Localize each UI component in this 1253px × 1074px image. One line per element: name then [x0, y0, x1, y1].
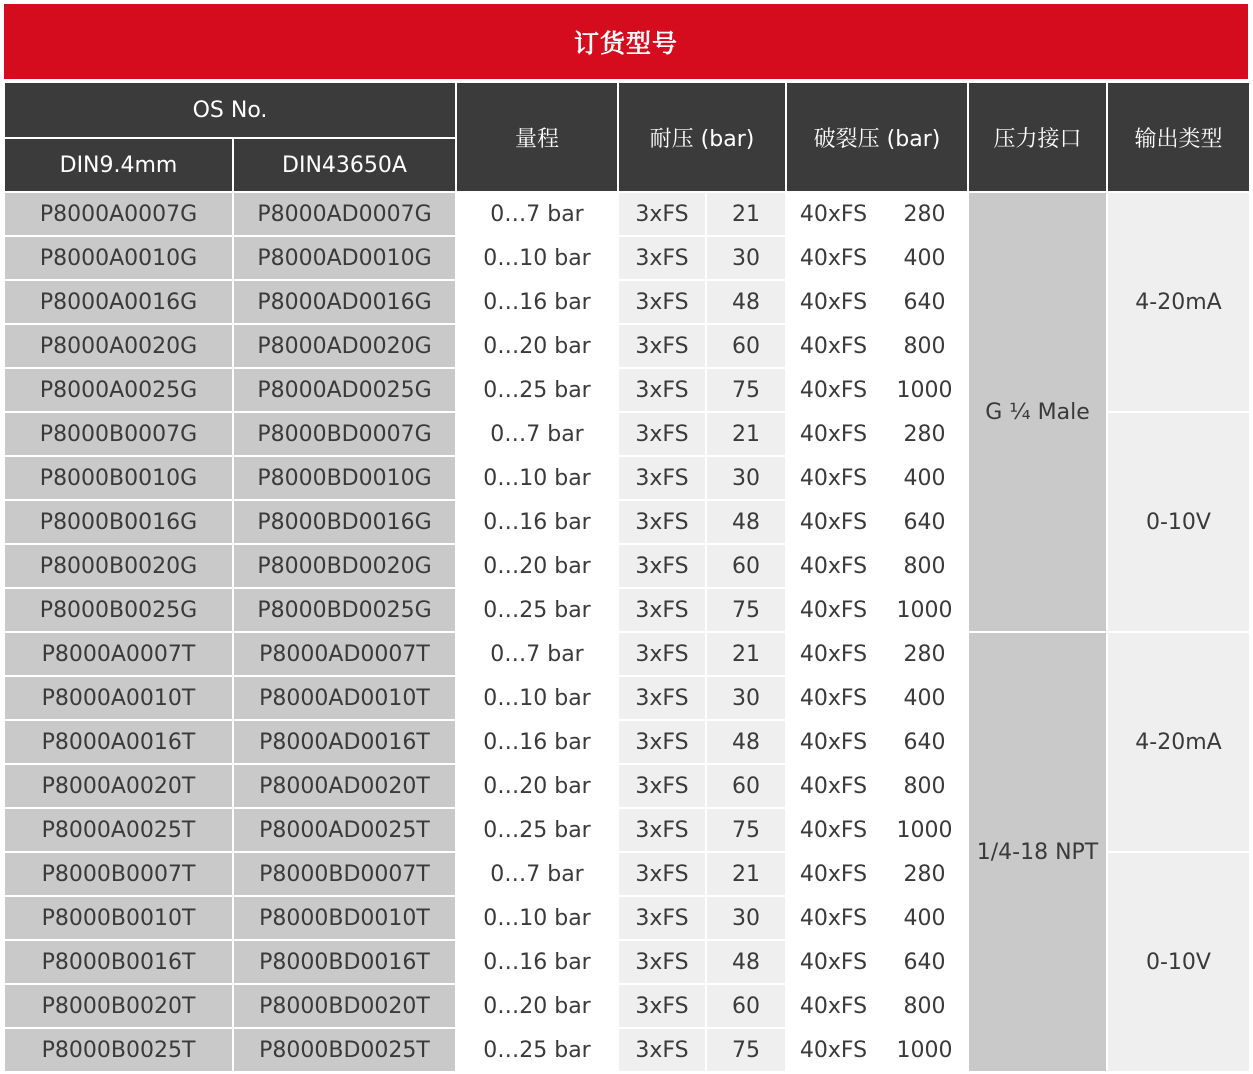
- cell-burst-value: 800: [881, 544, 968, 588]
- cell-output-type: 4-20mA: [1107, 192, 1250, 412]
- cell-range: 0…16 bar: [456, 280, 618, 324]
- cell-din94-model: P8000A0020T: [4, 764, 233, 808]
- cell-din43650a-model: P8000BD0010T: [233, 896, 456, 940]
- cell-din43650a-model: P8000AD0025G: [233, 368, 456, 412]
- cell-proof-multiplier: 3xFS: [618, 984, 706, 1028]
- cell-proof-multiplier: 3xFS: [618, 1028, 706, 1072]
- cell-din43650a-model: P8000BD0007T: [233, 852, 456, 896]
- cell-proof-value: 75: [706, 588, 786, 632]
- header-proof-pressure: 耐压 (bar): [618, 82, 786, 192]
- cell-proof-multiplier: 3xFS: [618, 236, 706, 280]
- cell-din94-model: P8000B0025G: [4, 588, 233, 632]
- cell-range: 0…20 bar: [456, 544, 618, 588]
- cell-proof-value: 60: [706, 324, 786, 368]
- cell-proof-value: 30: [706, 456, 786, 500]
- cell-range: 0…7 bar: [456, 192, 618, 236]
- cell-burst-value: 280: [881, 412, 968, 456]
- cell-burst-value: 640: [881, 720, 968, 764]
- cell-proof-value: 60: [706, 764, 786, 808]
- cell-din94-model: P8000B0007T: [4, 852, 233, 896]
- cell-din94-model: P8000B0020G: [4, 544, 233, 588]
- cell-proof-value: 48: [706, 280, 786, 324]
- cell-burst-value: 800: [881, 984, 968, 1028]
- cell-proof-multiplier: 3xFS: [618, 456, 706, 500]
- cell-range: 0…16 bar: [456, 940, 618, 984]
- cell-range: 0…10 bar: [456, 676, 618, 720]
- cell-burst-value: 400: [881, 236, 968, 280]
- cell-range: 0…7 bar: [456, 632, 618, 676]
- cell-output-type: 0-10V: [1107, 852, 1250, 1072]
- cell-range: 0…7 bar: [456, 412, 618, 456]
- header-din94: DIN9.4mm: [4, 138, 233, 192]
- cell-proof-multiplier: 3xFS: [618, 808, 706, 852]
- cell-range: 0…20 bar: [456, 324, 618, 368]
- cell-pressure-connection: G ¼ Male: [968, 192, 1107, 632]
- cell-din94-model: P8000B0007G: [4, 412, 233, 456]
- cell-din94-model: P8000A0010G: [4, 236, 233, 280]
- cell-proof-multiplier: 3xFS: [618, 324, 706, 368]
- cell-burst-value: 1000: [881, 588, 968, 632]
- cell-range: 0…7 bar: [456, 852, 618, 896]
- table-header: [4, 82, 1250, 192]
- cell-burst-value: 400: [881, 456, 968, 500]
- cell-burst-multiplier: 40xFS: [786, 192, 881, 236]
- cell-din43650a-model: P8000BD0016T: [233, 940, 456, 984]
- cell-proof-value: 21: [706, 192, 786, 236]
- cell-burst-multiplier: 40xFS: [786, 1028, 881, 1072]
- cell-din43650a-model: P8000BD0020T: [233, 984, 456, 1028]
- cell-burst-multiplier: 40xFS: [786, 588, 881, 632]
- cell-proof-value: 30: [706, 676, 786, 720]
- header-range: 量程: [456, 82, 618, 192]
- cell-din94-model: P8000B0020T: [4, 984, 233, 1028]
- cell-proof-value: 75: [706, 1028, 786, 1072]
- cell-proof-multiplier: 3xFS: [618, 588, 706, 632]
- cell-din43650a-model: P8000AD0010G: [233, 236, 456, 280]
- cell-range: 0…25 bar: [456, 588, 618, 632]
- cell-proof-multiplier: 3xFS: [618, 280, 706, 324]
- cell-burst-value: 1000: [881, 368, 968, 412]
- header-output-type: 输出类型: [1107, 82, 1250, 192]
- cell-din43650a-model: P8000BD0016G: [233, 500, 456, 544]
- cell-proof-multiplier: 3xFS: [618, 896, 706, 940]
- cell-din94-model: P8000B0025T: [4, 1028, 233, 1072]
- cell-proof-value: 30: [706, 236, 786, 280]
- cell-din43650a-model: P8000BD0010G: [233, 456, 456, 500]
- cell-proof-multiplier: 3xFS: [618, 940, 706, 984]
- cell-proof-value: 21: [706, 412, 786, 456]
- cell-din94-model: P8000B0010T: [4, 896, 233, 940]
- cell-burst-multiplier: 40xFS: [786, 940, 881, 984]
- cell-burst-multiplier: 40xFS: [786, 500, 881, 544]
- cell-range: 0…25 bar: [456, 368, 618, 412]
- cell-burst-value: 280: [881, 192, 968, 236]
- table-row: [4, 632, 1250, 676]
- cell-burst-value: 640: [881, 940, 968, 984]
- cell-burst-multiplier: 40xFS: [786, 368, 881, 412]
- cell-burst-value: 1000: [881, 1028, 968, 1072]
- table-title: 订货型号: [4, 4, 1248, 79]
- cell-burst-value: 1000: [881, 808, 968, 852]
- cell-din43650a-model: P8000AD0020G: [233, 324, 456, 368]
- cell-proof-value: 60: [706, 544, 786, 588]
- cell-din94-model: P8000A0016T: [4, 720, 233, 764]
- cell-din43650a-model: P8000AD0010T: [233, 676, 456, 720]
- cell-din94-model: P8000A0025G: [4, 368, 233, 412]
- cell-burst-value: 400: [881, 896, 968, 940]
- cell-din94-model: P8000A0007T: [4, 632, 233, 676]
- cell-range: 0…10 bar: [456, 456, 618, 500]
- cell-proof-value: 21: [706, 632, 786, 676]
- cell-din94-model: P8000B0010G: [4, 456, 233, 500]
- cell-range: 0…20 bar: [456, 764, 618, 808]
- cell-output-type: 4-20mA: [1107, 632, 1250, 852]
- cell-burst-multiplier: 40xFS: [786, 544, 881, 588]
- cell-range: 0…25 bar: [456, 1028, 618, 1072]
- cell-burst-multiplier: 40xFS: [786, 412, 881, 456]
- table-body: [4, 192, 1250, 1072]
- cell-proof-value: 75: [706, 368, 786, 412]
- cell-din43650a-model: P8000AD0016G: [233, 280, 456, 324]
- cell-proof-multiplier: 3xFS: [618, 720, 706, 764]
- cell-proof-multiplier: 3xFS: [618, 764, 706, 808]
- cell-proof-value: 60: [706, 984, 786, 1028]
- cell-din43650a-model: P8000AD0016T: [233, 720, 456, 764]
- cell-proof-multiplier: 3xFS: [618, 192, 706, 236]
- cell-range: 0…16 bar: [456, 720, 618, 764]
- cell-proof-value: 48: [706, 500, 786, 544]
- cell-din94-model: P8000A0025T: [4, 808, 233, 852]
- table-row: [4, 192, 1250, 236]
- cell-burst-value: 400: [881, 676, 968, 720]
- cell-din43650a-model: P8000AD0020T: [233, 764, 456, 808]
- cell-proof-multiplier: 3xFS: [618, 544, 706, 588]
- cell-burst-value: 800: [881, 324, 968, 368]
- header-pressure-connection: 压力接口: [968, 82, 1107, 192]
- cell-din43650a-model: P8000BD0020G: [233, 544, 456, 588]
- cell-din94-model: P8000A0007G: [4, 192, 233, 236]
- cell-proof-value: 30: [706, 896, 786, 940]
- cell-din43650a-model: P8000BD0025G: [233, 588, 456, 632]
- cell-range: 0…25 bar: [456, 808, 618, 852]
- cell-range: 0…10 bar: [456, 236, 618, 280]
- cell-burst-multiplier: 40xFS: [786, 764, 881, 808]
- cell-proof-value: 48: [706, 720, 786, 764]
- order-models-table: [3, 81, 1251, 1073]
- cell-proof-value: 48: [706, 940, 786, 984]
- cell-proof-multiplier: 3xFS: [618, 676, 706, 720]
- cell-burst-value: 280: [881, 632, 968, 676]
- header-din43650a: DIN43650A: [233, 138, 456, 192]
- cell-burst-multiplier: 40xFS: [786, 456, 881, 500]
- cell-burst-value: 640: [881, 280, 968, 324]
- cell-proof-multiplier: 3xFS: [618, 632, 706, 676]
- header-burst-pressure: 破裂压 (bar): [786, 82, 968, 192]
- cell-burst-multiplier: 40xFS: [786, 720, 881, 764]
- cell-range: 0…16 bar: [456, 500, 618, 544]
- cell-burst-multiplier: 40xFS: [786, 896, 881, 940]
- cell-burst-multiplier: 40xFS: [786, 280, 881, 324]
- cell-proof-value: 21: [706, 852, 786, 896]
- cell-din43650a-model: P8000BD0007G: [233, 412, 456, 456]
- cell-burst-value: 800: [881, 764, 968, 808]
- cell-burst-multiplier: 40xFS: [786, 676, 881, 720]
- cell-din43650a-model: P8000AD0025T: [233, 808, 456, 852]
- cell-burst-value: 280: [881, 852, 968, 896]
- cell-pressure-connection: 1/4-18 NPT: [968, 632, 1107, 1072]
- cell-din94-model: P8000B0016T: [4, 940, 233, 984]
- cell-proof-multiplier: 3xFS: [618, 412, 706, 456]
- cell-proof-multiplier: 3xFS: [618, 852, 706, 896]
- cell-burst-value: 640: [881, 500, 968, 544]
- cell-output-type: 0-10V: [1107, 412, 1250, 632]
- cell-din43650a-model: P8000AD0007T: [233, 632, 456, 676]
- header-os-no: OS No.: [4, 82, 456, 138]
- cell-proof-multiplier: 3xFS: [618, 368, 706, 412]
- cell-proof-value: 75: [706, 808, 786, 852]
- cell-din94-model: P8000A0016G: [4, 280, 233, 324]
- cell-proof-multiplier: 3xFS: [618, 500, 706, 544]
- cell-burst-multiplier: 40xFS: [786, 984, 881, 1028]
- cell-din43650a-model: P8000BD0025T: [233, 1028, 456, 1072]
- cell-din94-model: P8000A0010T: [4, 676, 233, 720]
- header-row-1: [4, 82, 1250, 138]
- cell-burst-multiplier: 40xFS: [786, 852, 881, 896]
- cell-burst-multiplier: 40xFS: [786, 632, 881, 676]
- cell-burst-multiplier: 40xFS: [786, 236, 881, 280]
- cell-burst-multiplier: 40xFS: [786, 324, 881, 368]
- cell-burst-multiplier: 40xFS: [786, 808, 881, 852]
- cell-din94-model: P8000A0020G: [4, 324, 233, 368]
- cell-din43650a-model: P8000AD0007G: [233, 192, 456, 236]
- cell-range: 0…10 bar: [456, 896, 618, 940]
- cell-din94-model: P8000B0016G: [4, 500, 233, 544]
- cell-range: 0…20 bar: [456, 984, 618, 1028]
